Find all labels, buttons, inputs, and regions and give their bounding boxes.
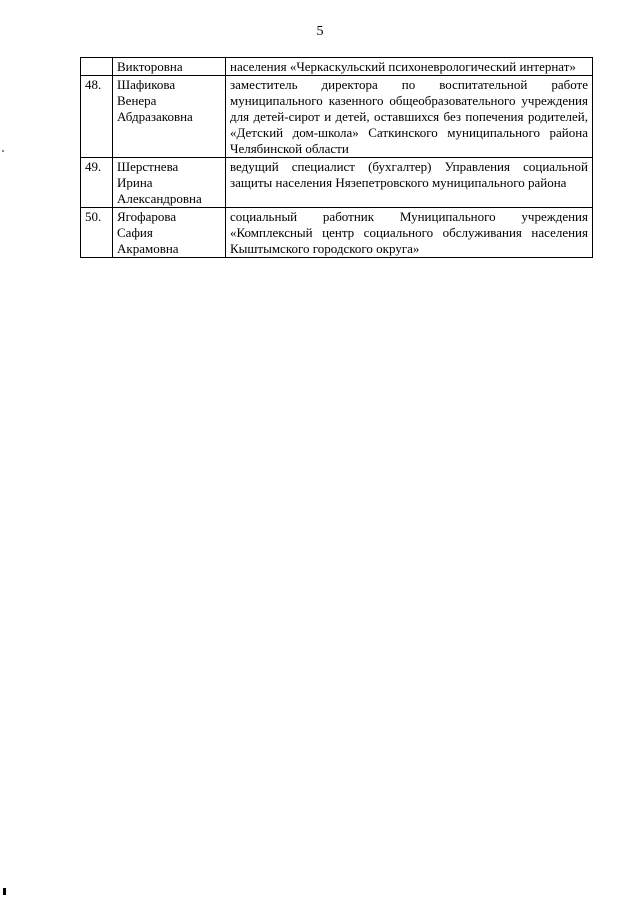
person-name: [113, 158, 226, 208]
person-position: населения «Черкаскульский психоневрологический интернат»: [226, 58, 593, 76]
scan-artifact: [3, 888, 6, 895]
name-line: Викторовна: [117, 59, 183, 74]
person-name: [113, 208, 226, 258]
table-row: [81, 158, 593, 208]
surname: Шерстнева: [117, 159, 179, 174]
page-number: 5: [316, 24, 324, 39]
person-position: заместитель директора по воспитательной работе муниципального казенного общеобразовательного учреждения для детей-сирот и детей, оставшихся без попечения родителей, «Детский дом-школа» Саткинского муниципального района Челябинской области: [226, 76, 593, 158]
first-name: Венера: [117, 93, 157, 108]
person-position: социальный работник Муниципального учреждения «Комплексный центр социального обслуживания населения Кыштымского городского округа»: [226, 208, 593, 258]
person-name: [113, 76, 226, 158]
scan-artifact: [2, 150, 4, 152]
patronymic: Александровна: [117, 191, 202, 206]
table-row: [81, 76, 593, 158]
patronymic: Абдразаковна: [117, 109, 193, 124]
table-row: [81, 208, 593, 258]
row-number: 49.: [81, 158, 113, 208]
surname: Шафикова: [117, 77, 176, 92]
row-number: 48.: [81, 76, 113, 158]
first-name: Сафия: [117, 225, 153, 240]
table-row: [81, 58, 593, 76]
person-name: [113, 58, 226, 76]
awards-table: [80, 57, 593, 258]
person-position: ведущий специалист (бухгалтер) Управления социальной защиты населения Нязепетровского муниципального района: [226, 158, 593, 208]
patronymic: Акрамовна: [117, 241, 179, 256]
row-number: 50.: [81, 208, 113, 258]
surname: Ягофарова: [117, 209, 177, 224]
row-number: [81, 58, 113, 76]
first-name: Ирина: [117, 175, 153, 190]
